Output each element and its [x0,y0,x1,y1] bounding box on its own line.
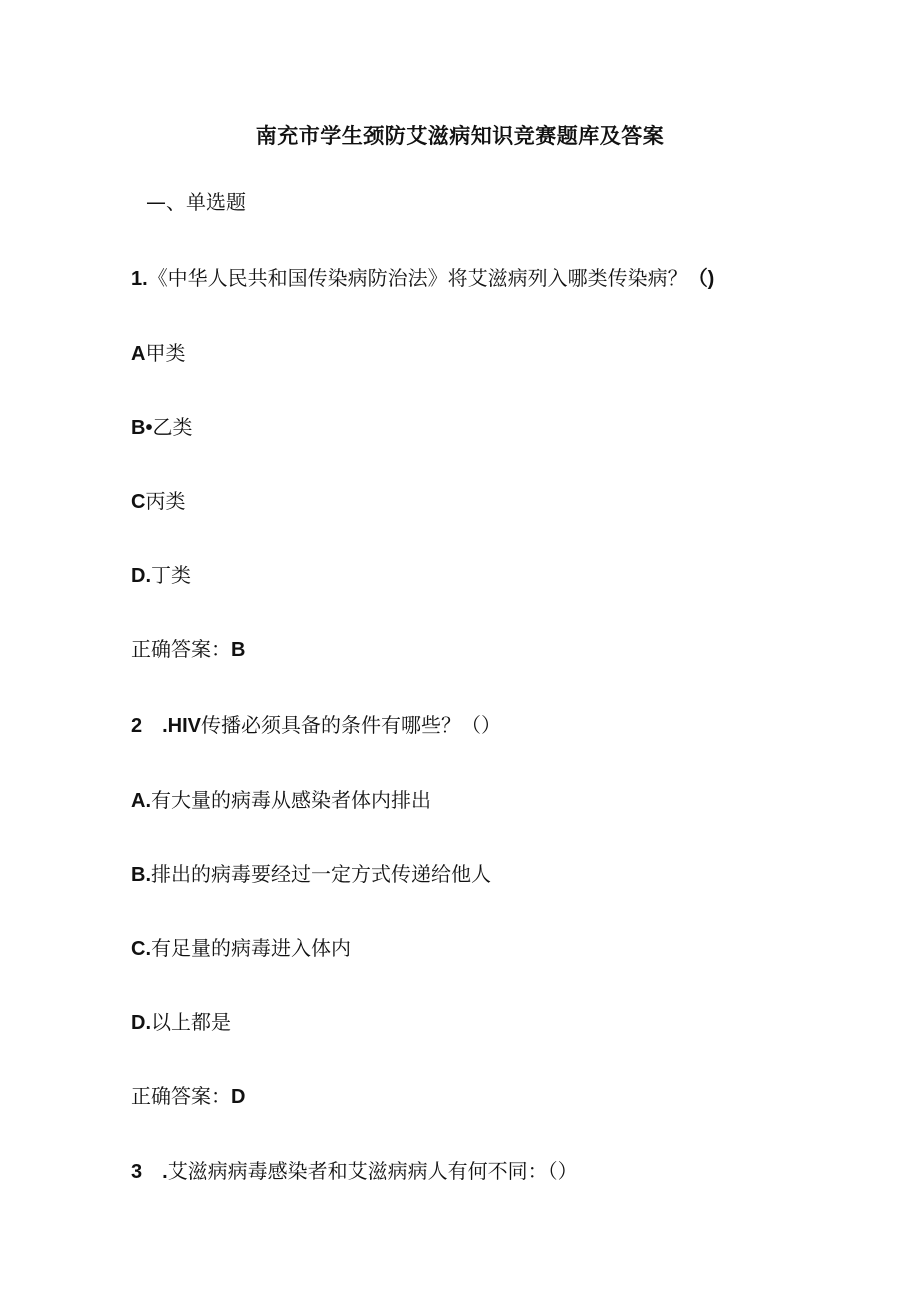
question-paren: （) [687,268,715,290]
option-b [131,858,491,887]
option-marker: C. [131,938,151,960]
option-marker: A [131,343,146,365]
question-number: 1. [131,268,148,290]
option-text: 以上都是 [151,1010,231,1034]
option-text: 丙类 [145,489,186,513]
answer-2 [131,1080,245,1109]
answer-label: 正确答案： [131,1084,231,1108]
section-heading: —、单选题 [146,190,246,214]
answer-value: D [231,1086,246,1108]
question-text: 《中华人民共和国传染病防治法》将艾滋病列入哪类传染病？ [147,266,688,290]
question-2 [131,709,501,738]
option-text: 乙类 [152,415,193,439]
option-marker: C [131,491,146,513]
question-text: 艾滋病病毒感染者和艾滋病病人有何不同：（） [167,1159,578,1183]
option-marker: D. [131,1012,151,1034]
question-number: 2 .HIV [131,715,202,737]
document-title: 南充市学生颈防艾滋病知识竞赛题库及答案 [255,124,665,148]
option-marker: B• [131,417,153,439]
answer-label: 正确答案： [131,637,231,661]
option-text: 排出的病毒要经过一定方式传递给他人 [151,862,491,886]
question-1 [131,262,714,291]
option-c [131,932,351,961]
answer-1 [131,633,245,662]
option-c [131,485,185,514]
option-text: 甲类 [145,341,186,365]
option-marker: B. [131,864,151,886]
option-d [131,559,191,588]
option-text: 有足量的病毒进入体内 [151,936,351,960]
answer-value: B [231,639,246,661]
option-b [131,411,192,440]
option-text: 丁类 [151,563,191,587]
option-d [131,1006,231,1035]
option-marker: A. [131,790,151,812]
question-text: 传播必须具备的条件有哪些？（） [201,713,502,737]
option-a [131,337,185,366]
option-text: 有大量的病毒从感染者体内排出 [151,788,431,812]
option-marker: D. [131,565,151,587]
option-a [131,784,431,813]
question-number: 3 . [131,1161,168,1183]
question-3 [131,1155,578,1184]
